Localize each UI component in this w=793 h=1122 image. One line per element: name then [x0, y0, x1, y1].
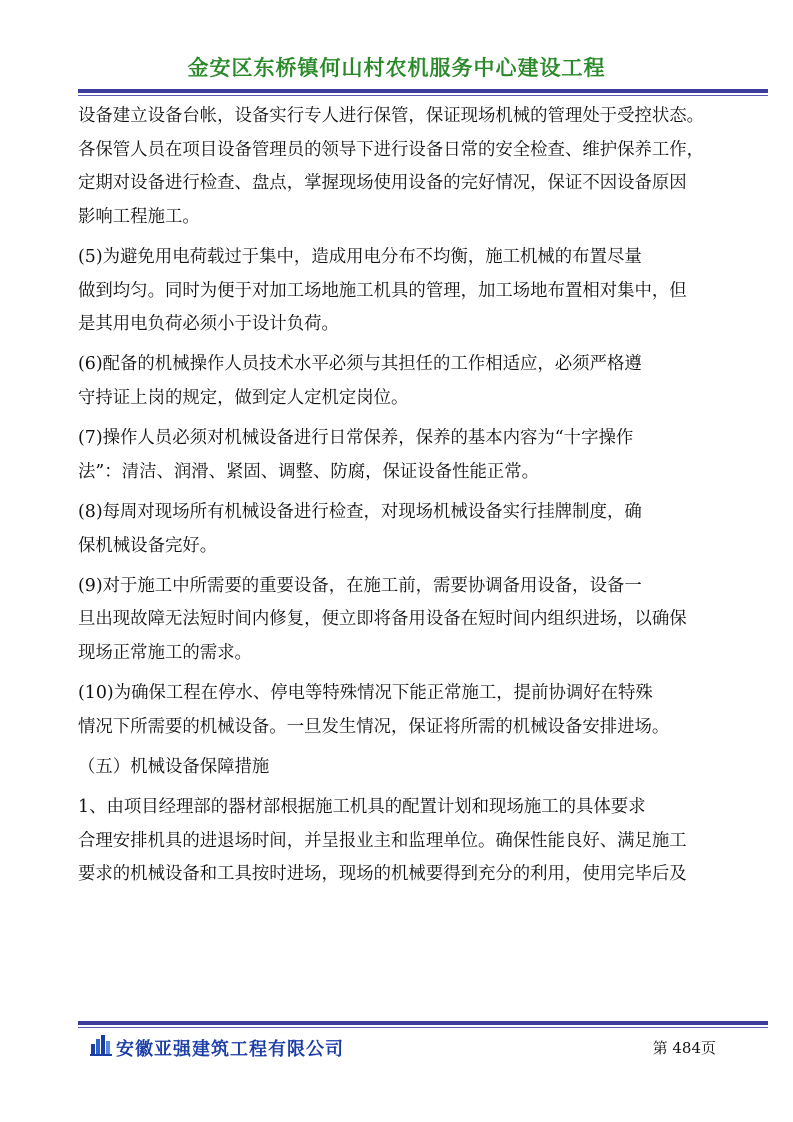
- paragraph: [78, 791, 768, 892]
- text-line: (7)操作人员必须对机械设备进行日常保养，保养的基本内容为“十字操作: [78, 428, 634, 449]
- text-line: （五）机械设备保障措施: [78, 756, 270, 777]
- section-heading: [78, 751, 768, 785]
- text-line: (9)对于施工中所需要的重要设备，在施工前，需要协调备用设备，设备一: [78, 575, 642, 596]
- document-body: [78, 100, 768, 892]
- text-line: 要求的机械设备和工具按时进场，现场的机械要得到充分的利用，使用完毕后及: [78, 864, 687, 885]
- company-name: 安徽亚强建筑工程有限公司: [116, 1039, 344, 1060]
- text-line: 是其用电负荷必须小于设计负荷。: [78, 314, 339, 335]
- page-header-title: 金安区东桥镇何山村农机服务中心建设工程: [187, 56, 606, 80]
- text-line: 守持证上岗的规定，做到定人定机定岗位。: [78, 387, 409, 408]
- paragraph: [78, 100, 768, 234]
- text-line: 设备建立设备台帐，设备实行专人进行保管，保证现场机械的管理处于受控状态。: [78, 106, 705, 126]
- text-line: 1、由项目经理部的器材部根据施工机具的配置计划和现场施工的具体要求: [78, 797, 646, 818]
- text-line: 现场正常施工的需求。: [78, 642, 252, 663]
- paragraph: [78, 496, 768, 563]
- paragraph: [78, 422, 768, 489]
- text-line: 各保管人员在项目设备管理员的领导下进行设备日常的安全检查、维护保养工作，: [78, 139, 705, 160]
- page-footer: [78, 1034, 768, 1060]
- text-line: (8)每周对现场所有机械设备进行检查，对现场机械设备实行挂牌制度，确: [78, 501, 642, 522]
- page-number: 第 484页: [652, 1039, 716, 1057]
- paragraph: [78, 241, 768, 342]
- footer-rule-thin: [78, 1027, 768, 1028]
- text-line: 法”：清洁、润滑、紧固、调整、防腐，保证设备性能正常。: [78, 461, 540, 482]
- text-line: (10)为确保工程在停水、停电等特殊情况下能正常施工，提前协调好在特殊: [78, 683, 653, 704]
- text-line: 保机械设备完好。: [78, 535, 218, 556]
- text-line: 做到均匀。同时为便于对加工场地施工机具的管理，加工场地布置相对集中，但: [78, 280, 687, 301]
- text-line: 影响工程施工。: [78, 206, 200, 227]
- text-line: (5)为避免用电荷载过于集中，造成用电分布不均衡，施工机械的布置尽量: [78, 246, 642, 267]
- company-logo-icon: [90, 1034, 114, 1056]
- text-line: 定期对设备进行检查、盘点，掌握现场使用设备的完好情况，保证不因设备原因: [78, 173, 687, 194]
- paragraph: [78, 570, 768, 671]
- footer-rule: [78, 1021, 768, 1025]
- header-rule: [78, 89, 768, 93]
- text-line: 旦出现故障无法短时间内修复，便立即将备用设备在短时间内组织进场，以确保: [78, 609, 687, 630]
- paragraph: [78, 348, 768, 415]
- text-line: 合理安排机具的进退场时间，并呈报业主和监理单位。确保性能良好、满足施工: [78, 830, 687, 851]
- header-rule-thin: [78, 95, 768, 96]
- paragraph: [78, 677, 768, 744]
- text-line: (6)配备的机械操作人员技术水平必须与其担任的工作相适应，必须严格遵: [78, 354, 642, 375]
- text-line: 情况下所需要的机械设备。一旦发生情况，保证将所需的机械设备安排进场。: [78, 716, 670, 737]
